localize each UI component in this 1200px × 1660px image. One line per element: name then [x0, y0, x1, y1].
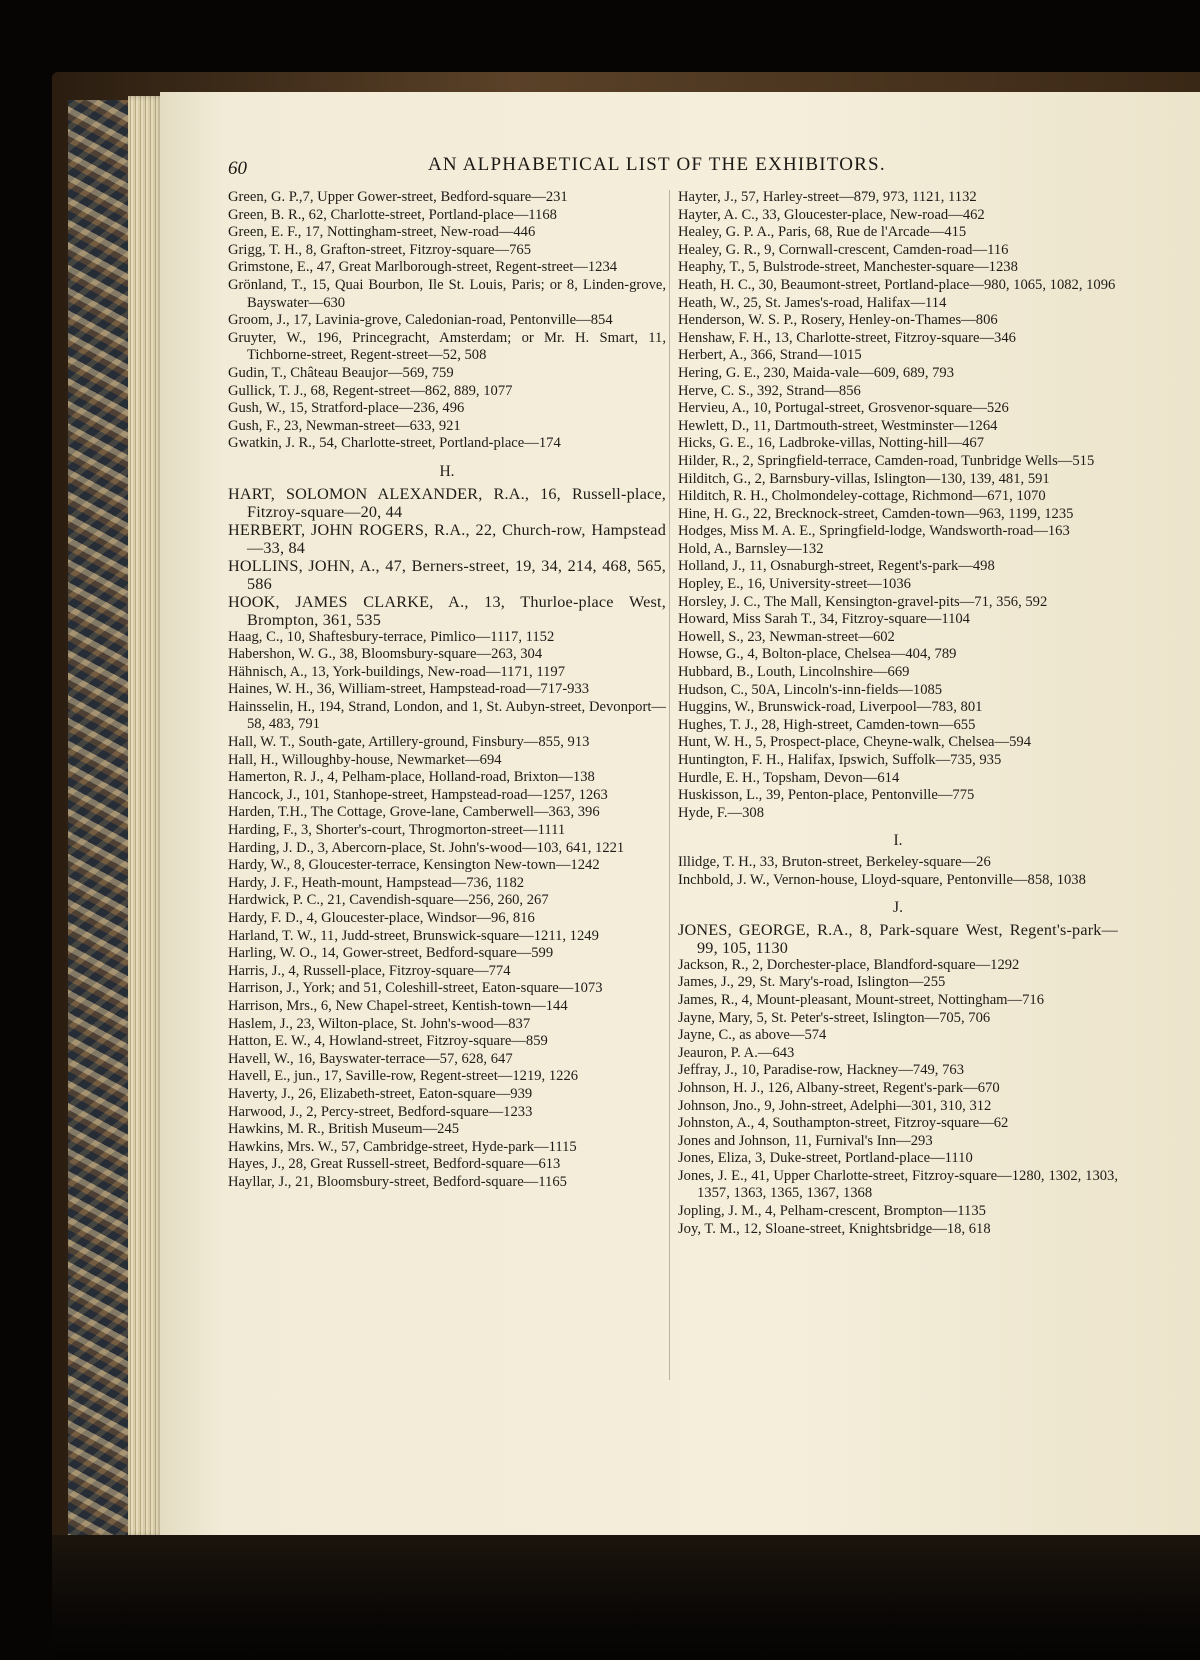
exhibitor-entry: Havell, E., jun., 17, Saville-row, Regent-street—1219, 1226: [228, 1068, 579, 1085]
exhibitor-entry: Healey, G. R., 9, Cornwall-crescent, Camden-road—116: [678, 241, 1009, 258]
exhibitor-entry: HOLLINS, JOHN, A., 47, Berners-street, 19, 34, 214, 468, 565, 586: [228, 556, 666, 593]
exhibitor-entry: Green, E. F., 17, Nottingham-street, New-road—446: [228, 224, 536, 241]
exhibitor-entry: Inchbold, J. W., Vernon-house, Lloyd-square, Pentonville—858, 1038: [678, 871, 1086, 888]
exhibitor-entry: Jackson, R., 2, Dorchester-place, Blandford-square—1292: [678, 956, 1020, 973]
exhibitor-entry: Howse, G., 4, Bolton-place, Chelsea—404, 789: [678, 646, 957, 663]
exhibitor-entry: Hamerton, R. J., 4, Pelham-place, Holland-road, Brixton—138: [228, 769, 595, 786]
exhibitor-entry: Hicks, G. E., 16, Ladbroke-villas, Notting-hill—467: [678, 435, 985, 452]
exhibitor-entry: Hine, H. G., 22, Brecknock-street, Camden-town—963, 1199, 1235: [678, 505, 1074, 522]
exhibitor-entry: Hunt, W. H., 5, Prospect-place, Cheyne-walk, Chelsea—594: [678, 734, 1032, 751]
exhibitor-entry: Grimstone, E., 47, Great Marlborough-street, Regent-street—1234: [228, 259, 618, 276]
exhibitor-entry: Gush, F., 23, Newman-street—633, 921: [228, 417, 461, 434]
exhibitor-entry: Jones, Eliza, 3, Duke-street, Portland-place—1110: [678, 1150, 973, 1167]
exhibitor-entry: Heath, W., 25, St. James's-road, Halifax—114: [678, 294, 947, 311]
exhibitor-entry: Heath, H. C., 30, Beaumont-street, Portland-place—980, 1065, 1082, 1096: [678, 276, 1116, 293]
exhibitor-entry: Green, G. P.,7, Upper Gower-street, Bedford-square—231: [228, 189, 568, 205]
exhibitor-entry: Haslem, J., 23, Wilton-place, St. John's-wood—837: [228, 1015, 531, 1032]
exhibitor-entry: Haag, C., 10, Shaftesbury-terrace, Pimlico—1117, 1152: [228, 628, 555, 645]
exhibitor-entry: Hawkins, Mrs. W., 57, Cambridge-street, Hyde-park—1115: [228, 1138, 577, 1155]
column-divider: [669, 190, 670, 1380]
exhibitor-entry: Jayne, Mary, 5, St. Peter's-street, Islington—705, 706: [678, 1009, 991, 1026]
exhibitor-entry: Hyde, F.—308: [678, 804, 764, 821]
exhibitor-entry: Hall, H., Willoughby-house, Newmarket—694: [228, 751, 502, 768]
exhibitor-entry: Hering, G. E., 230, Maida-vale—609, 689, 793: [678, 364, 955, 381]
exhibitor-entry: Howard, Miss Sarah T., 34, Fitzroy-square—1104: [678, 611, 970, 628]
exhibitor-entry: Herbert, A., 366, Strand—1015: [678, 347, 862, 364]
exhibitor-entry: Grönland, T., 15, Quai Bourbon, Ile St. Louis, Paris; or 8, Linden-grove, Bayswater—630: [228, 276, 666, 311]
exhibitor-entry: Heaphy, T., 5, Bulstrode-street, Manchester-square—1238: [678, 259, 1018, 276]
exhibitor-entry: Johnson, Jno., 9, John-street, Adelphi—301, 310, 312: [678, 1097, 992, 1114]
exhibitor-entry: Henshaw, F. H., 13, Charlotte-street, Fitzroy-square—346: [678, 329, 1016, 346]
exhibitor-entry: Hilder, R., 2, Springfield-terrace, Camden-road, Tunbridge Wells—515: [678, 452, 1095, 469]
exhibitor-entry: Hayter, J., 57, Harley-street—879, 973, 1121, 1132: [678, 189, 977, 205]
exhibitor-entry: Harrison, Mrs., 6, New Chapel-street, Kentish-town—144: [228, 997, 568, 1014]
exhibitor-entry: Jones and Johnson, 11, Furnival's Inn—293: [678, 1132, 933, 1149]
exhibitor-entry: Harland, T. W., 11, Judd-street, Brunswick-square—1211, 1249: [228, 927, 599, 944]
exhibitor-entry: Joy, T. M., 12, Sloane-street, Knightsbridge—18, 618: [678, 1220, 991, 1237]
exhibitor-entry: Gwatkin, J. R., 54, Charlotte-street, Portland-place—174: [228, 435, 561, 452]
exhibitor-entry: Jones, J. E., 41, Upper Charlotte-street, Fitzroy-square—1280, 1302, 1303, 1357, 1363, 1365, 1367, 1368: [678, 1167, 1118, 1202]
exhibitor-entry: Hodges, Miss M. A. E., Springfield-lodge, Wandsworth-road—163: [678, 523, 1070, 540]
exhibitor-entry: Hold, A., Barnsley—132: [678, 540, 824, 557]
page-number: 60: [228, 158, 247, 179]
exhibitor-entry: Hatton, E. W., 4, Howland-street, Fitzroy-square—859: [228, 1033, 548, 1050]
exhibitor-entry: Illidge, T. H., 33, Bruton-street, Berkeley-square—26: [678, 853, 991, 870]
exhibitor-entry: Johnson, H. J., 126, Albany-street, Regent's-park—670: [678, 1079, 1000, 1096]
exhibitor-entry: Huggins, W., Brunswick-road, Liverpool—783, 801: [678, 699, 983, 716]
exhibitor-entry: Gudin, T., Château Beaujor—569, 759: [228, 364, 454, 381]
exhibitor-entry: Harwood, J., 2, Percy-street, Bedford-square—1233: [228, 1103, 533, 1120]
exhibitor-entry: Groom, J., 17, Lavinia-grove, Caledonian-road, Pentonville—854: [228, 312, 613, 329]
exhibitor-entry: Haverty, J., 26, Elizabeth-street, Eaton-square—939: [228, 1085, 533, 1102]
exhibitor-entry: Hilditch, R. H., Cholmondeley-cottage, Richmond—671, 1070: [678, 488, 1046, 505]
exhibitor-entry: Haines, W. H., 36, William-street, Hampstead-road—717-933: [228, 681, 590, 698]
exhibitor-entry: Healey, G. P. A., Paris, 68, Rue de l'Arcade—415: [678, 224, 967, 241]
exhibitor-entry: Green, B. R., 62, Charlotte-street, Portland-place—1168: [228, 206, 557, 223]
exhibitor-entry: Hancock, J., 101, Stanhope-street, Hampstead-road—1257, 1263: [228, 786, 608, 803]
exhibitor-entry: Grigg, T. H., 8, Grafton-street, Fitzroy-square—765: [228, 241, 532, 258]
exhibitor-entry: Hayes, J., 28, Great Russell-street, Bedford-square—613: [228, 1156, 561, 1173]
exhibitor-entry: Henderson, W. S. P., Rosery, Henley-on-Thames—806: [678, 312, 998, 329]
section-heading-i: I.: [893, 832, 903, 850]
exhibitor-entry: HOOK, JAMES CLARKE, A., 13, Thurloe-place West, Brompton, 361, 535: [228, 592, 666, 629]
page-edges: [128, 96, 164, 1536]
exhibitor-entry: Harling, W. O., 14, Gower-street, Bedford-square—599: [228, 945, 554, 962]
h-entries-left: [228, 629, 666, 1192]
j-entries: [678, 957, 1118, 1239]
h-entries-right: [678, 189, 1118, 822]
exhibitor-entry: Gullick, T. J., 68, Regent-street—862, 889, 1077: [228, 382, 513, 399]
exhibitor-entry: Hardwick, P. C., 21, Cavendish-square—256, 260, 267: [228, 892, 549, 909]
dark-background: [52, 1535, 1200, 1660]
exhibitor-entry: Hainsselin, H., 194, Strand, London, and 1, St. Aubyn-street, Devonport—58, 483, 791: [228, 698, 666, 733]
exhibitor-entry: Harding, F., 3, Shorter's-court, Throgmorton-street—1111: [228, 822, 566, 839]
h-academician-entries: [228, 485, 666, 629]
running-header: [228, 154, 1118, 184]
exhibitor-entry: Havell, W., 16, Bayswater-terrace—57, 628, 647: [228, 1050, 513, 1067]
exhibitor-entry: Hardy, F. D., 4, Gloucester-place, Windsor—96, 816: [228, 910, 535, 926]
exhibitor-entry: Gruyter, W., 196, Princegracht, Amsterdam; or Mr. H. Smart, 11, Tichborne-street, Regent-street—52, 508: [228, 329, 666, 364]
section-heading-j: J.: [893, 899, 903, 917]
exhibitor-entry: Habershon, W. G., 38, Bloomsbury-square—263, 304: [228, 646, 543, 663]
exhibitor-entry: Hall, W. T., South-gate, Artillery-ground, Finsbury—855, 913: [228, 734, 590, 751]
exhibitor-entry: Hewlett, D., 11, Dartmouth-street, Westminster—1264: [678, 417, 998, 434]
exhibitor-entry: Hardy, W., 8, Gloucester-terrace, Kensington New-town—1242: [228, 857, 600, 874]
exhibitor-entry: Hughes, T. J., 28, High-street, Camden-town—655: [678, 716, 976, 733]
exhibitor-entry: Hurdle, E. H., Topsham, Devon—614: [678, 769, 900, 786]
exhibitor-entry: Harden, T.H., The Cottage, Grove-lane, Camberwell—363, 396: [228, 804, 600, 821]
exhibitor-entry: Hilditch, G., 2, Barnsbury-villas, Islington—130, 139, 481, 591: [678, 470, 1050, 487]
exhibitor-entry: Hayter, A. C., 33, Gloucester-place, New-road—462: [678, 206, 985, 223]
exhibitor-entry: Harding, J. D., 3, Abercorn-place, St. John's-wood—103, 641, 1221: [228, 839, 625, 856]
exhibitor-entry: Howell, S., 23, Newman-street—602: [678, 628, 895, 645]
exhibitor-entry: Harrison, J., York; and 51, Coleshill-street, Eaton-square—1073: [228, 980, 603, 997]
exhibitor-entry: Johnston, A., 4, Southampton-street, Fitzroy-square—62: [678, 1115, 1009, 1132]
exhibitor-entry: Jayne, C., as above—574: [678, 1027, 827, 1044]
exhibitor-entry: Huntington, F. H., Halifax, Ipswich, Suffolk—735, 935: [678, 752, 1002, 768]
g-entries: [228, 189, 666, 453]
marbled-endpaper: [68, 100, 134, 1540]
exhibitor-entry: Hubbard, B., Louth, Lincolnshire—669: [678, 664, 910, 681]
exhibitor-entry: Huskisson, L., 39, Penton-place, Pentonville—775: [678, 787, 975, 804]
exhibitor-entry: Gush, W., 15, Stratford-place—236, 496: [228, 400, 465, 417]
exhibitor-entry: Hähnisch, A., 13, York-buildings, New-road—1171, 1197: [228, 663, 565, 680]
page-title: AN ALPHABETICAL LIST OF THE EXHIBITORS.: [428, 154, 886, 175]
exhibitor-entry: Hayllar, J., 21, Bloomsbury-street, Bedford-square—1165: [228, 1173, 567, 1190]
exhibitor-entry: Jeauron, P. A.—643: [678, 1044, 795, 1061]
exhibitor-entry: Harris, J., 4, Russell-place, Fitzroy-square—774: [228, 962, 511, 979]
exhibitor-entry: Holland, J., 11, Osnaburgh-street, Regent's-park—498: [678, 558, 995, 575]
exhibitor-entry: Jeffray, J., 10, Paradise-row, Hackney—749, 763: [678, 1062, 964, 1079]
j-academician-entry: JONES, GEORGE, R.A., 8, Park-square West, Regent's-park—99, 105, 1130: [678, 920, 1118, 957]
exhibitor-entry: Hawkins, M. R., British Museum—245: [228, 1121, 460, 1138]
exhibitor-entry: HART, SOLOMON ALEXANDER, R.A., 16, Russell-place, Fitzroy-square—20, 44: [228, 484, 666, 521]
exhibitor-entry: Horsley, J. C., The Mall, Kensington-gravel-pits—71, 356, 592: [678, 593, 1048, 610]
left-column: [228, 189, 666, 1192]
exhibitor-entry: James, R., 4, Mount-pleasant, Mount-street, Nottingham—716: [678, 991, 1045, 1008]
exhibitor-entry: Hardy, J. F., Heath-mount, Hampstead—736, 1182: [228, 874, 525, 891]
exhibitor-entry: Hervieu, A., 10, Portugal-street, Grosvenor-square—526: [678, 400, 1009, 417]
exhibitor-entry: HERBERT, JOHN ROGERS, R.A., 22, Church-row, Hampstead—33, 84: [228, 520, 666, 557]
exhibitor-entry: James, J., 29, St. Mary's-road, Islington—255: [678, 974, 946, 991]
exhibitor-entry: Hopley, E., 16, University-street—1036: [678, 576, 911, 593]
exhibitor-entry: Jopling, J. M., 4, Pelham-crescent, Brompton—1135: [678, 1203, 986, 1220]
section-heading-h: H.: [439, 462, 455, 480]
exhibitor-entry: Herve, C. S., 392, Strand—856: [678, 382, 861, 399]
exhibitor-entry: Hudson, C., 50A, Lincoln's-inn-fields—1085: [678, 681, 943, 698]
i-entries: [678, 854, 1118, 889]
right-column: [678, 189, 1118, 1238]
